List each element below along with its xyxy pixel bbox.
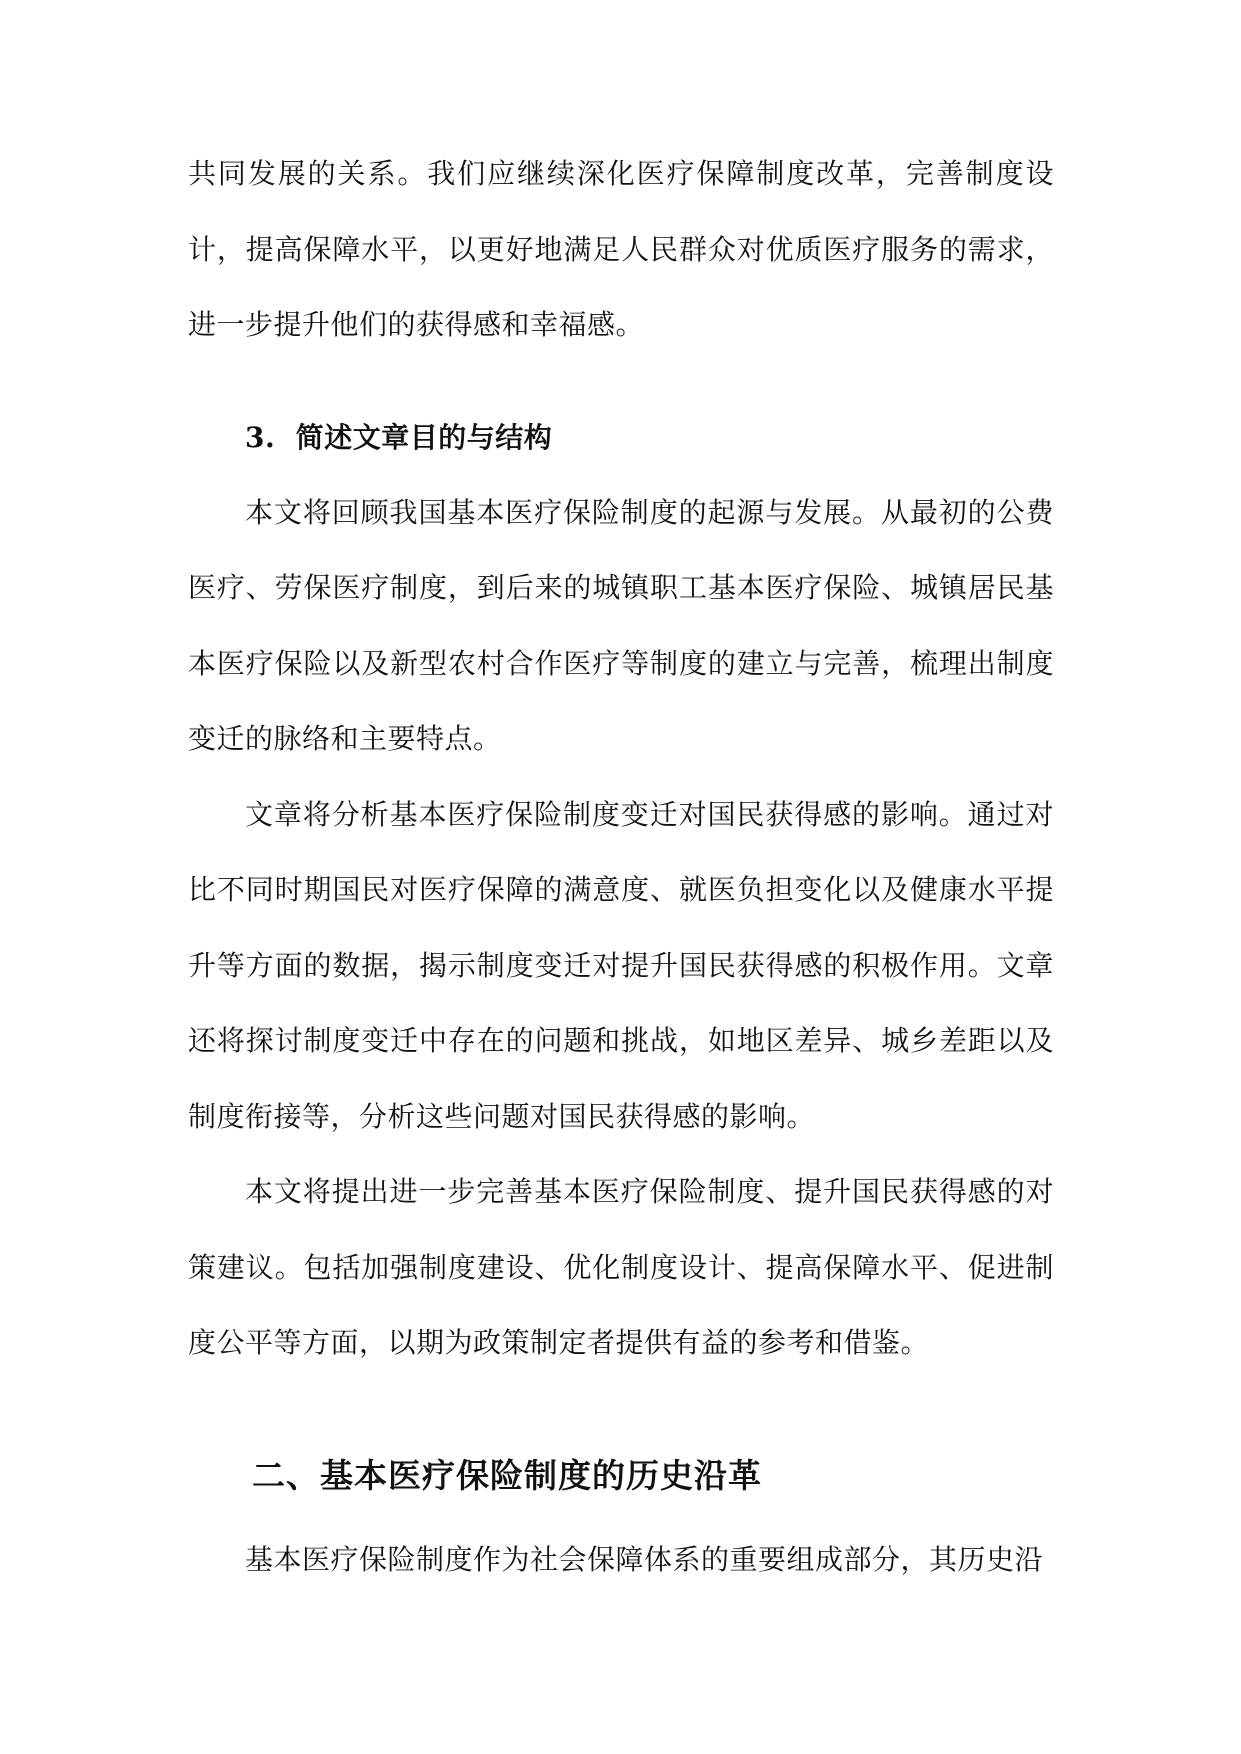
body-paragraph-2: 文章将分析基本医疗保险制度变迁对国民获得感的影响。通过对比不同时期国民对医疗保障的满意度、就医负担变化以及健康水平提升等方面的数据，揭示制度变迁对提升国民获得感的积极作用。文章还将探讨制度变迁中存在的问题和挑战，如地区差异、城乡差距以及制度衔接等，分析这些问题对国民获得感的影响。 — [188, 797, 1054, 1133]
document-body — [188, 136, 1054, 1597]
spacer — [188, 1381, 1054, 1438]
section-heading: 二、基本医疗保险制度的历史沿革 — [252, 1455, 762, 1495]
body-paragraph-1: 本文将回顾我国基本医疗保险制度的起源与发展。从最初的公费医疗、劳保医疗制度，到后来的城镇职工基本医疗保险、城镇居民基本医疗保险以及新型农村合作医疗等制度的建立与完善，梳理出制度变迁的脉络和主要特点。 — [188, 495, 1054, 755]
body-paragraph-3: 本文将提出进一步完善基本医疗保险制度、提升国民获得感的对策建议。包括加强制度建设、优化制度设计、提高保障水平、促进制度公平等方面，以期为政策制定者提供有益的参考和借鉴。 — [188, 1175, 1054, 1359]
subsection-heading — [188, 400, 1054, 475]
spacer — [188, 363, 1054, 400]
section-paragraph: 基本医疗保险制度作为社会保障体系的重要组成部分，其历史沿 — [245, 1542, 1044, 1576]
spacer — [188, 1514, 1054, 1522]
continuation-paragraph: 共同发展的关系。我们应继续深化医疗保障制度改革，完善制度设计，提高保障水平，以更好地满足人民群众对优质医疗服务的需求，进一步提升他们的获得感和幸福感。 — [188, 157, 1054, 341]
subsection-number: 3. — [245, 420, 276, 454]
subsection-title: 简述文章目的与结构 — [295, 420, 553, 454]
